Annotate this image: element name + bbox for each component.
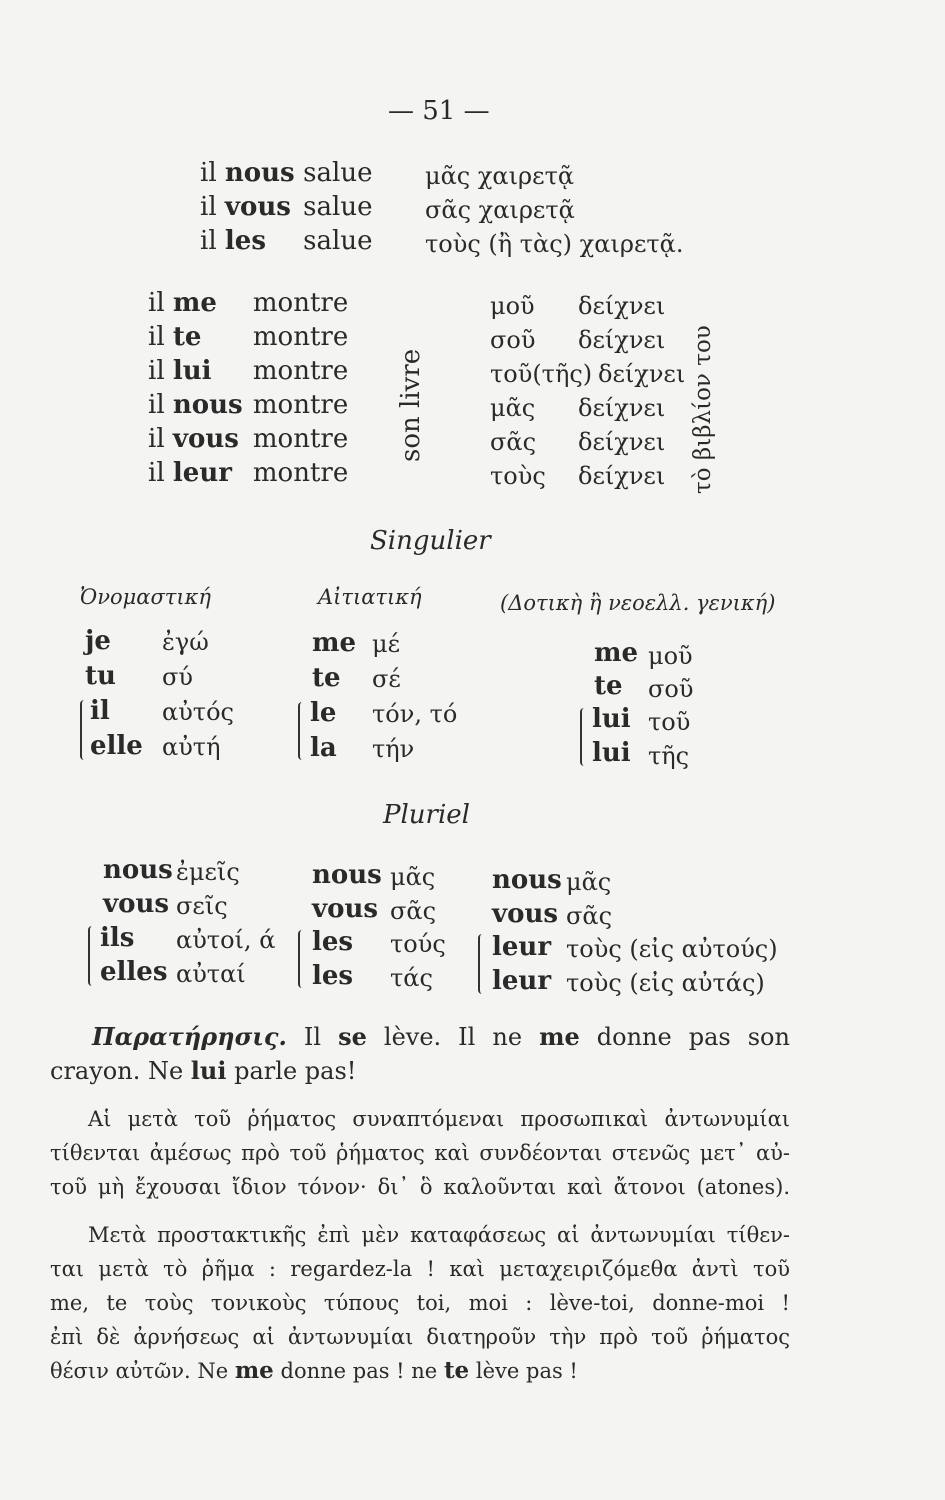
fr-verb: salue [303,226,373,256]
brace [580,708,586,766]
gr-verb: δείχνει [578,394,666,422]
gr-translation: σᾶς χαιρετᾷ [425,196,575,224]
fr-pronoun: vous [312,894,378,924]
gr-pronoun: τῆς [648,742,690,770]
paragraph-line: Αἱ μετὰ τοῦ ῥήματος συναπτόμεναι προσωπικαὶ ἀντωνυμίαι [88,1107,790,1131]
fr-pronoun: te [312,663,341,693]
gr-pronoun: τοὺς (εἰς αὐτούς) [566,935,778,963]
gr-pronoun: αὐτή [162,733,221,761]
gr-verb: δείχνει [578,292,666,320]
paragraph-line: ται μετὰ τὸ ῥῆμα : regardez-la ! καὶ μεταχειριζόμεθα ἀντὶ τοῦ [50,1257,790,1281]
fr-verb: montre [252,390,349,420]
block2-row [148,424,348,454]
singulier-title: Singulier [370,526,491,556]
brace [88,926,94,986]
block1-row [200,158,372,188]
paragraph-line: Μετὰ προστακτικῆς ἐπὶ μὲν καταφάσεως αἱ ἀντωνυμίαι τίθεν- [88,1223,790,1247]
paragraph-line [50,1354,790,1388]
brace [298,930,304,988]
brace [298,702,304,760]
fr-pronoun: lui [592,704,631,734]
fr-verb: montre [252,424,349,454]
gr-pronoun: σέ [372,665,401,693]
gr-pronoun: τήν [372,735,415,763]
gr-pronoun: μοῦ [648,642,693,670]
block1-row [200,226,372,256]
text: Il [303,1023,322,1051]
col-head-nominative: Ὀνομαστική [80,585,211,609]
text: parle pas! [234,1057,357,1085]
fr-pronoun: les [312,927,354,957]
emphasis: lui [190,1056,227,1085]
fr-pronoun: je [85,626,111,656]
gr-verb: δείχνει [578,428,666,456]
fr-pronoun: vous [172,424,239,454]
gr-pronoun: τούς [390,930,446,958]
fr-pronoun: les [224,226,266,256]
paragraph-line: τίθενται ἀμέσως πρὸ τοῦ ῥήματος καὶ συνδέονται στενῶς μετ᾽ αὐ- [50,1141,790,1165]
col-head-dative: (Δοτικὴ ἢ νεοελλ. γενική) [500,591,776,615]
gr-pronoun: τοὺς (εἰς αὐτάς) [566,969,765,997]
text: crayon. Ne [50,1057,184,1085]
gr-pronoun: μᾶς [390,863,436,891]
gr-pronoun: αὐταί [176,960,246,988]
gr-translation: τοὺς (ἢ τὰς) χαιρετᾷ. [425,230,684,258]
fr-pronoun: nous [492,865,562,895]
gr-pronoun: τοῦ [648,708,691,736]
fr-subject: il [148,458,165,488]
text: donne pas son [596,1023,790,1051]
gr-verb: δείχνει [598,360,686,388]
gr-pronoun: σοῦ [490,326,536,354]
text: lève pas ! [475,1359,578,1383]
fr-subject: il [148,288,165,318]
fr-verb: montre [252,458,349,488]
fr-pronoun: vous [103,889,169,919]
gr-pronoun: σᾶς [490,428,537,456]
text: θέσιν αὐτῶν. Ne [50,1359,229,1383]
pluriel-title: Pluriel [383,800,471,830]
vertical-gr-label: τὸ βιβλίον του [690,325,716,494]
gr-verb: δείχνει [578,326,666,354]
brace [478,934,484,994]
fr-pronoun: lui [592,738,631,768]
remark [50,1020,790,1088]
emphasis: te [443,1357,470,1384]
block2-row [148,288,348,318]
fr-pronoun: nous [312,860,382,890]
fr-pronoun: il [90,696,110,726]
vertical-fr-label: son livre [396,348,426,462]
brace [80,700,86,760]
gr-pronoun: μέ [372,630,401,658]
fr-pronoun: elle [90,731,143,761]
fr-verb: salue [303,158,373,188]
emphasis: me [539,1022,580,1051]
block2-row [148,390,348,420]
emphasis: se [338,1022,367,1051]
fr-subject: il [200,226,217,256]
fr-pronoun: vous [492,899,558,929]
gr-pronoun: τοῦ(τῆς) [490,360,593,388]
gr-pronoun: τοὺς [490,462,546,490]
remark-line [50,1020,790,1054]
fr-pronoun: elles [100,957,168,987]
gr-pronoun: σοῦ [648,675,694,703]
gr-pronoun: μᾶς [490,394,536,422]
fr-pronoun: lui [172,356,212,386]
paragraph-line: ἐπὶ δὲ ἀρνήσεως αἱ ἀντωνυμίαι διατηροῦν τὴν πρὸ τοῦ ῥήματος [50,1325,790,1349]
paragraph-line: τοῦ μὴ ἔχουσαι ἴδιον τόνον· δι᾽ ὃ καλοῦνται καὶ ἄτονοι (atones). [50,1175,790,1199]
fr-pronoun: le [310,698,337,728]
fr-verb: salue [303,192,373,222]
fr-pronoun: vous [224,192,291,222]
gr-pronoun: μοῦ [490,292,535,320]
gr-pronoun: σᾶς [390,897,437,925]
gr-pronoun: μᾶς [566,868,612,896]
gr-pronoun: σᾶς [566,902,613,930]
fr-pronoun: me [594,638,639,668]
page-number: — 51 — [388,96,490,126]
fr-pronoun: ils [100,923,135,953]
gr-pronoun: τόν, τό [372,700,458,728]
text: lève. Il ne [383,1023,523,1051]
fr-verb: montre [252,322,349,352]
fr-pronoun: me [312,628,357,658]
fr-pronoun: nous [172,390,243,420]
fr-verb: montre [252,356,349,386]
fr-pronoun: te [594,671,623,701]
fr-pronoun: les [312,961,354,991]
text: donne pas ! ne [280,1359,438,1383]
gr-pronoun: σεῖς [176,892,228,920]
paragraph-line: me, te τοὺς τονικοὺς τύπους toi, moi : lève-toi, donne-moi ! [50,1291,790,1315]
gr-verb: δείχνει [578,462,666,490]
remark-label: Παρατήρησις. [92,1022,287,1051]
fr-subject: il [148,322,165,352]
fr-pronoun: me [172,288,217,318]
block2-row [148,356,348,386]
gr-pronoun: σύ [162,663,193,691]
gr-pronoun: ἐμεῖς [176,858,240,886]
fr-pronoun: tu [85,661,116,691]
fr-verb: montre [252,288,349,318]
fr-subject: il [200,192,217,222]
fr-pronoun: leur [492,966,552,996]
fr-pronoun: la [310,733,337,763]
fr-pronoun: nous [103,855,173,885]
gr-pronoun: ἐγώ [162,628,209,656]
block2-row [148,458,348,488]
gr-translation: μᾶς χαιρετᾷ [425,162,575,190]
fr-pronoun: nous [224,158,295,188]
fr-subject: il [148,424,165,454]
fr-subject: il [148,356,165,386]
block2-row [148,322,348,352]
fr-pronoun: leur [492,932,552,962]
gr-pronoun: αὐτός [162,698,234,726]
block1-row [200,192,372,222]
fr-pronoun: leur [172,458,232,488]
paragraph-1 [50,1102,790,1204]
col-head-accusative: Αἰτιατική [318,585,422,609]
fr-pronoun: te [172,322,202,352]
gr-pronoun: αὐτοί, ά [176,926,276,954]
fr-subject: il [200,158,217,188]
fr-subject: il [148,390,165,420]
emphasis: me [234,1357,274,1384]
paragraph-2 [50,1218,790,1388]
gr-pronoun: τάς [390,964,433,992]
remark-line [50,1054,790,1088]
